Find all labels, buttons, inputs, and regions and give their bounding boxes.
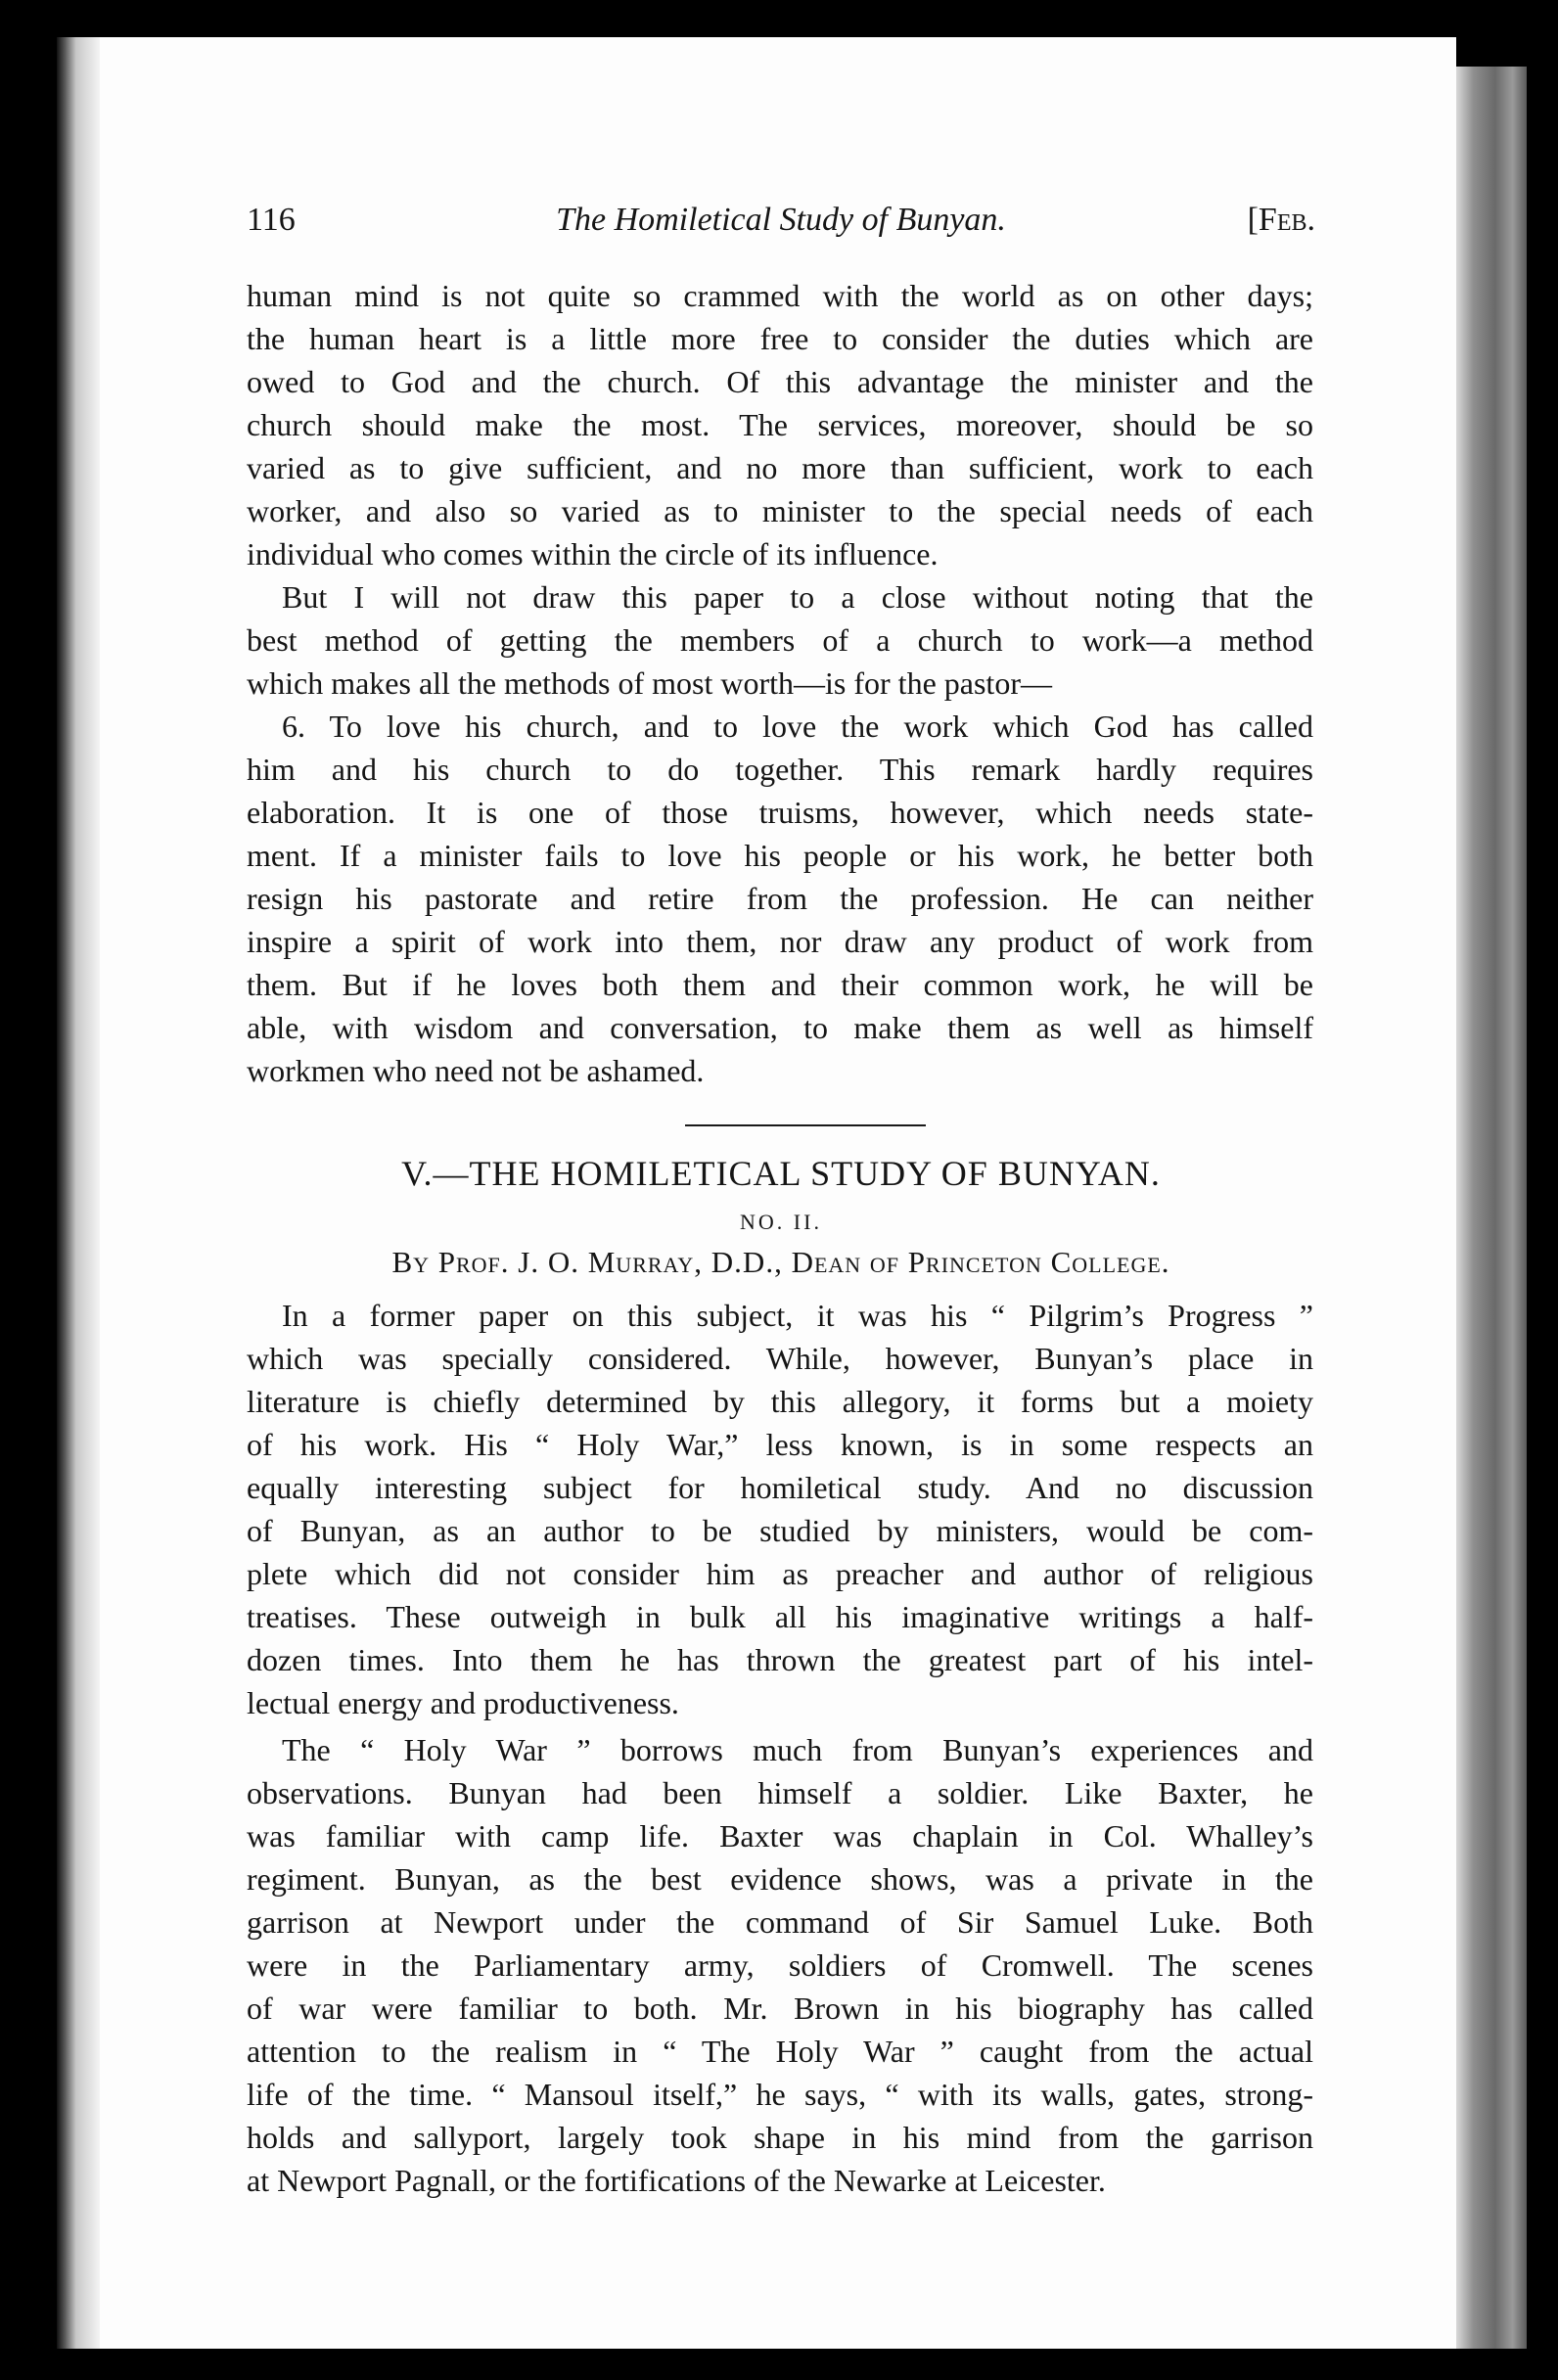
text-line: church should make the most. The services, moreover, should be so bbox=[247, 407, 1313, 442]
text-line: varied as to give sufficient, and no more than sufficient, work to each bbox=[247, 450, 1313, 485]
running-head bbox=[247, 202, 1315, 241]
text-line: worker, and also so varied as to minister to the special needs of each bbox=[247, 493, 1313, 528]
paragraph-point-six bbox=[247, 705, 1313, 1092]
text-line: literature is chiefly determined by this allegory, it forms but a moiety bbox=[247, 1384, 1313, 1419]
text-line: inspire a spirit of work into them, nor draw any product of work from bbox=[247, 924, 1313, 959]
section-number: NO. II. bbox=[740, 1210, 822, 1234]
text-line: of Bunyan, as an author to be studied by ministers, would be com- bbox=[247, 1513, 1313, 1548]
text-line: holds and sallyport, largely took shape in his mind from the garrison bbox=[247, 2120, 1313, 2155]
text-line: resign his pastorate and retire from the profession. He can neither bbox=[247, 881, 1313, 916]
text-line: In a former paper on this subject, it was his “ Pilgrim’s Progress ” bbox=[282, 1298, 1313, 1333]
section-divider bbox=[685, 1124, 926, 1126]
text-line: of his work. His “ Holy War,” less known, is in some respects an bbox=[247, 1427, 1313, 1462]
text-line: best method of getting the members of a church to work—a method bbox=[247, 622, 1313, 658]
page-number: 116 bbox=[247, 202, 296, 238]
paragraph-continued bbox=[247, 274, 1313, 575]
text-line: regiment. Bunyan, as the best evidence shows, was a private in the bbox=[247, 1861, 1313, 1897]
text-line: was familiar with camp life. Baxter was chaplain in Col. Whalley’s bbox=[247, 1818, 1313, 1854]
paragraph-holy-war bbox=[247, 1728, 1313, 2202]
text-line: But I will not draw this paper to a close without noting that the bbox=[282, 579, 1313, 615]
author-byline: By Prof. J. O. Murray, D.D., Dean of Princeton College. bbox=[391, 1245, 1170, 1279]
text-line: which was specially considered. While, however, Bunyan’s place in bbox=[247, 1341, 1313, 1376]
text-line: were in the Parliamentary army, soldiers of Cromwell. The scenes bbox=[247, 1947, 1313, 1983]
text-line: treatises. These outweigh in bulk all his imaginative writings a half- bbox=[247, 1599, 1313, 1634]
text-line: The “ Holy War ” borrows much from Bunyan’s experiences and bbox=[282, 1732, 1313, 1767]
text-line: attention to the realism in “ The Holy War ” caught from the actual bbox=[247, 2034, 1313, 2069]
scan-border bbox=[1456, 37, 1527, 67]
text-line: him and his church to do together. This remark hardly requires bbox=[247, 752, 1313, 787]
text-line: plete which did not consider him as preacher and author of religious bbox=[247, 1556, 1313, 1591]
text-line: 6. To love his church, and to love the work which God has called bbox=[282, 709, 1313, 744]
text-line: at Newport Pagnall, or the fortifications of the Newarke at Leicester. bbox=[247, 2163, 1106, 2198]
paragraph-closing-remark bbox=[247, 575, 1313, 705]
text-line: equally interesting subject for homiletical study. And no discussion bbox=[247, 1470, 1313, 1505]
text-line: the human heart is a little more free to consider the duties which are bbox=[247, 321, 1313, 356]
text-line: lectual energy and productiveness. bbox=[247, 1685, 679, 1720]
text-line: able, with wisdom and conversation, to make them as well as himself bbox=[247, 1010, 1313, 1045]
text-line: of war were familiar to both. Mr. Brown in his biography has called bbox=[247, 1991, 1313, 2026]
running-title: The Homiletical Study of Bunyan. bbox=[556, 202, 1006, 238]
text-line: them. But if he loves both them and their common work, he will be bbox=[247, 967, 1313, 1002]
page-edge-shadow bbox=[1456, 59, 1527, 2349]
text-line: life of the time. “ Mansoul itself,” he says, “ with its walls, gates, strong- bbox=[247, 2077, 1313, 2112]
paragraph-former-paper bbox=[247, 1294, 1313, 1724]
text-line: owed to God and the church. Of this advantage the minister and the bbox=[247, 364, 1313, 399]
running-month: [Feb. bbox=[1247, 202, 1315, 238]
text-line: workmen who need not be ashamed. bbox=[247, 1053, 705, 1088]
text-line: observations. Bunyan had been himself a soldier. Like Baxter, he bbox=[247, 1775, 1313, 1810]
text-line: individual who comes within the circle of its influence. bbox=[247, 536, 939, 572]
text-line: ment. If a minister fails to love his people or his work, he better both bbox=[247, 838, 1313, 873]
book-binding-shadow bbox=[57, 37, 100, 2349]
text-line: dozen times. Into them he has thrown the greatest part of his intel- bbox=[247, 1642, 1313, 1677]
text-line: elaboration. It is one of those truisms, however, which needs state- bbox=[247, 795, 1313, 830]
text-line: which makes all the methods of most worth—is for the pastor— bbox=[247, 665, 1052, 701]
section-heading: V.—THE HOMILETICAL STUDY OF BUNYAN. bbox=[401, 1154, 1161, 1193]
text-line: garrison at Newport under the command of Sir Samuel Luke. Both bbox=[247, 1904, 1313, 1940]
text-line: human mind is not quite so crammed with the world as on other days; bbox=[247, 278, 1313, 313]
